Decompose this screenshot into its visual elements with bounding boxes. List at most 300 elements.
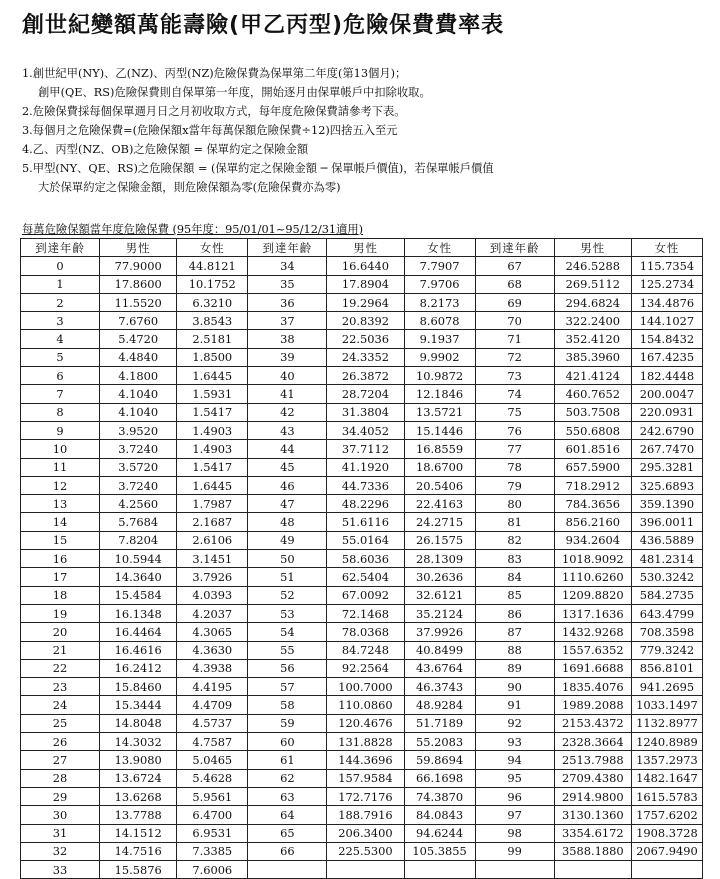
table-cell: 22: [21, 659, 100, 677]
table-cell: 856.8101: [631, 659, 702, 677]
table-cell: 12.1846: [404, 385, 475, 403]
table-cell: 6.9531: [177, 824, 248, 842]
table-cell: 42: [248, 403, 327, 421]
table-cell: 1209.8820: [554, 586, 631, 604]
table-cell: 46.3743: [404, 678, 475, 696]
notes-list: [22, 64, 494, 197]
table-cell: 77: [475, 440, 554, 458]
table-row: [21, 531, 703, 549]
table-cell: 436.5889: [631, 531, 702, 549]
table-cell: 325.6893: [631, 476, 702, 494]
table-cell: 246.5288: [554, 257, 631, 275]
table-row: [21, 330, 703, 348]
column-header: 到達年齡: [475, 239, 554, 257]
table-cell: 15.8460: [100, 678, 177, 696]
table-cell: 44: [248, 440, 327, 458]
table-cell: 28.1309: [404, 550, 475, 568]
table-cell: 77.9000: [100, 257, 177, 275]
table-cell: 16.8559: [404, 440, 475, 458]
column-header: 到達年齡: [248, 239, 327, 257]
table-cell: 34: [248, 257, 327, 275]
table-cell: 269.5112: [554, 275, 631, 293]
table-cell: 530.3242: [631, 568, 702, 586]
table-cell: 44.8121: [177, 257, 248, 275]
table-cell: 55: [248, 641, 327, 659]
table-cell: 79: [475, 476, 554, 494]
table-cell: 14.7516: [100, 842, 177, 860]
table-cell: 33: [21, 861, 100, 879]
table-cell: 95: [475, 769, 554, 787]
table-cell: 2.6106: [177, 531, 248, 549]
table-cell: 13: [21, 495, 100, 513]
table-cell: 2153.4372: [554, 714, 631, 732]
table-row: [21, 696, 703, 714]
table-cell: 2067.9490: [631, 842, 702, 860]
table-cell: 70: [475, 312, 554, 330]
table-row: [21, 714, 703, 732]
table-caption: 每萬危險保額當年度危險保費 (95年度：95/01/01~95/12/31適用): [22, 223, 364, 236]
table-header-row: [21, 239, 703, 257]
table-cell: 172.7176: [327, 787, 404, 805]
table-cell: 4.1800: [100, 367, 177, 385]
table-cell: 13.5721: [404, 403, 475, 421]
table-cell: 1.5417: [177, 403, 248, 421]
table-cell: 18: [21, 586, 100, 604]
table-cell: 1.6445: [177, 476, 248, 494]
column-header: 男性: [327, 239, 404, 257]
table-cell: 43: [248, 421, 327, 439]
rate-table: [20, 238, 703, 879]
table-cell: 68: [475, 275, 554, 293]
table-cell: [248, 861, 327, 879]
table-cell: 4.1040: [100, 385, 177, 403]
table-row: [21, 348, 703, 366]
table-cell: 28.7204: [327, 385, 404, 403]
table-cell: 718.2912: [554, 476, 631, 494]
table-cell: 941.2695: [631, 678, 702, 696]
column-header: 男性: [100, 239, 177, 257]
table-cell: 359.1390: [631, 495, 702, 513]
table-cell: 62.5404: [327, 568, 404, 586]
column-header: 男性: [554, 239, 631, 257]
table-cell: 19.2964: [327, 293, 404, 311]
table-cell: 15.5876: [100, 861, 177, 879]
table-cell: 69: [475, 293, 554, 311]
table-row: [21, 678, 703, 696]
table-cell: 3.1451: [177, 550, 248, 568]
table-cell: 91: [475, 696, 554, 714]
table-cell: 4.3630: [177, 641, 248, 659]
table-cell: 35.2124: [404, 604, 475, 622]
table-cell: 708.3598: [631, 623, 702, 641]
table-cell: 28: [21, 769, 100, 787]
table-cell: 2709.4380: [554, 769, 631, 787]
table-cell: [327, 861, 404, 879]
table-cell: 3130.1360: [554, 806, 631, 824]
note-line: 大於保單約定之保險金額，則危險保額為零(危險保費亦為零): [38, 181, 341, 194]
table-cell: 21: [21, 641, 100, 659]
table-cell: 58: [248, 696, 327, 714]
table-cell: 41: [248, 385, 327, 403]
table-cell: 3.5720: [100, 458, 177, 476]
table-cell: 86: [475, 604, 554, 622]
table-cell: 51.7189: [404, 714, 475, 732]
table-cell: 1615.5783: [631, 787, 702, 805]
note-line: 2.危險保費採每個保單週月日之月初收取方式，每年度危險保費請參考下表。: [22, 105, 406, 118]
table-cell: 182.4448: [631, 367, 702, 385]
table-cell: 0: [21, 257, 100, 275]
table-cell: 460.7652: [554, 385, 631, 403]
table-cell: 78: [475, 458, 554, 476]
table-cell: 59.8694: [404, 751, 475, 769]
table-cell: 1018.9092: [554, 550, 631, 568]
table-row: [21, 385, 703, 403]
table-cell: 16.4464: [100, 623, 177, 641]
table-cell: 15.3444: [100, 696, 177, 714]
table-cell: 73: [475, 367, 554, 385]
table-cell: 550.6808: [554, 421, 631, 439]
table-cell: 3.9520: [100, 421, 177, 439]
table-cell: 7.9706: [404, 275, 475, 293]
table-cell: 7.7907: [404, 257, 475, 275]
table-cell: 84: [475, 568, 554, 586]
table-cell: 41.1920: [327, 458, 404, 476]
table-cell: 31.3804: [327, 403, 404, 421]
note-line: 3.每個月之危險保費=(危險保額x當年每萬保額危險保費÷12)四捨五入至元: [22, 124, 398, 137]
table-cell: 6: [21, 367, 100, 385]
table-cell: 62: [248, 769, 327, 787]
table-cell: 267.7470: [631, 440, 702, 458]
table-cell: 1: [21, 275, 100, 293]
table-cell: 110.0860: [327, 696, 404, 714]
table-cell: 4.7587: [177, 733, 248, 751]
table-cell: 9.9902: [404, 348, 475, 366]
table-cell: 4: [21, 330, 100, 348]
table-cell: 1033.1497: [631, 696, 702, 714]
table-row: [21, 275, 703, 293]
table-cell: 20.5406: [404, 476, 475, 494]
table-cell: 23: [21, 678, 100, 696]
table-cell: 5.0465: [177, 751, 248, 769]
table-cell: 92.2564: [327, 659, 404, 677]
table-cell: 14.1512: [100, 824, 177, 842]
table-cell: 67.0092: [327, 586, 404, 604]
table-row: [21, 476, 703, 494]
table-cell: 1.4903: [177, 421, 248, 439]
table-cell: 16.2412: [100, 659, 177, 677]
table-row: [21, 440, 703, 458]
table-cell: 11.5520: [100, 293, 177, 311]
table-cell: 10.9872: [404, 367, 475, 385]
table-cell: 1132.8977: [631, 714, 702, 732]
table-cell: 120.4676: [327, 714, 404, 732]
table-cell: 115.7354: [631, 257, 702, 275]
table-cell: 40.8499: [404, 641, 475, 659]
table-cell: 84.7248: [327, 641, 404, 659]
table-cell: 72.1468: [327, 604, 404, 622]
column-header: 到達年齡: [21, 239, 100, 257]
table-cell: 2914.9800: [554, 787, 631, 805]
table-cell: 60: [248, 733, 327, 751]
table-cell: 9.1937: [404, 330, 475, 348]
table-cell: 322.2400: [554, 312, 631, 330]
table-row: [21, 293, 703, 311]
table-cell: 294.6824: [554, 293, 631, 311]
table-cell: 96: [475, 787, 554, 805]
table-cell: 3588.1880: [554, 842, 631, 860]
table-cell: 856.2160: [554, 513, 631, 531]
table-cell: 58.6036: [327, 550, 404, 568]
table-cell: [631, 861, 702, 879]
table-cell: 220.0931: [631, 403, 702, 421]
table-cell: 32: [21, 842, 100, 860]
table-cell: 4.4195: [177, 678, 248, 696]
table-cell: 14.3032: [100, 733, 177, 751]
table-row: [21, 824, 703, 842]
table-cell: 15.1446: [404, 421, 475, 439]
table-cell: 64: [248, 806, 327, 824]
table-cell: 97: [475, 806, 554, 824]
table-cell: 2328.3664: [554, 733, 631, 751]
table-cell: 52: [248, 586, 327, 604]
table-cell: 1908.3728: [631, 824, 702, 842]
table-cell: 71: [475, 330, 554, 348]
table-cell: 144.1027: [631, 312, 702, 330]
table-cell: 1.8500: [177, 348, 248, 366]
table-cell: 206.3400: [327, 824, 404, 842]
table-cell: 16.6440: [327, 257, 404, 275]
table-cell: 88: [475, 641, 554, 659]
table-cell: 61: [248, 751, 327, 769]
table-cell: 11: [21, 458, 100, 476]
table-cell: 47: [248, 495, 327, 513]
table-cell: 24.3352: [327, 348, 404, 366]
table-cell: 10.5944: [100, 550, 177, 568]
table-cell: 44.7336: [327, 476, 404, 494]
table-cell: 784.3656: [554, 495, 631, 513]
note-line: 5.甲型(NY、QE、RS)之危險保額 = (保單約定之保險金額 ─ 保單帳戶價值)，若保單帳戶價值: [22, 162, 494, 175]
table-cell: 4.2037: [177, 604, 248, 622]
table-cell: 20: [21, 623, 100, 641]
table-cell: 57: [248, 678, 327, 696]
table-cell: 13.6268: [100, 787, 177, 805]
table-cell: 83: [475, 550, 554, 568]
table-cell: 601.8516: [554, 440, 631, 458]
table-row: [21, 604, 703, 622]
table-cell: 55.2083: [404, 733, 475, 751]
table-cell: 1557.6352: [554, 641, 631, 659]
table-cell: 5: [21, 348, 100, 366]
table-cell: 82: [475, 531, 554, 549]
table-cell: 352.4120: [554, 330, 631, 348]
table-row: [21, 458, 703, 476]
table-cell: 154.8432: [631, 330, 702, 348]
table-cell: 188.7916: [327, 806, 404, 824]
table-cell: 14.8048: [100, 714, 177, 732]
note-line: 4.乙、丙型(NZ、OB)之危險保額 = 保單約定之保險金額: [22, 143, 309, 156]
table-cell: 14: [21, 513, 100, 531]
table-cell: 54: [248, 623, 327, 641]
table-cell: 1.6445: [177, 367, 248, 385]
table-row: [21, 769, 703, 787]
table-cell: 1482.1647: [631, 769, 702, 787]
table-cell: 29: [21, 787, 100, 805]
table-cell: 8.6078: [404, 312, 475, 330]
table-cell: 35: [248, 275, 327, 293]
table-cell: 7.3385: [177, 842, 248, 860]
table-cell: 7.6760: [100, 312, 177, 330]
table-cell: 98: [475, 824, 554, 842]
table-cell: 13.9080: [100, 751, 177, 769]
table-row: [21, 312, 703, 330]
table-cell: 3.7926: [177, 568, 248, 586]
table-cell: 4.5737: [177, 714, 248, 732]
table-cell: 125.2734: [631, 275, 702, 293]
table-cell: 2.1687: [177, 513, 248, 531]
table-cell: 934.2604: [554, 531, 631, 549]
table-cell: 5.4628: [177, 769, 248, 787]
note-line: 1.創世紀甲(NY)、乙(NZ)、丙型(NZ)危險保費為保單第二年度(第13個月)；: [22, 67, 407, 80]
table-cell: 81: [475, 513, 554, 531]
table-cell: 3354.6172: [554, 824, 631, 842]
table-cell: 26: [21, 733, 100, 751]
table-cell: 1432.9268: [554, 623, 631, 641]
table-cell: 200.0047: [631, 385, 702, 403]
table-cell: 48.2296: [327, 495, 404, 513]
table-cell: 92: [475, 714, 554, 732]
table-cell: 90: [475, 678, 554, 696]
table-cell: 4.3938: [177, 659, 248, 677]
table-cell: 7: [21, 385, 100, 403]
column-header: 女性: [404, 239, 475, 257]
table-cell: 39: [248, 348, 327, 366]
table-cell: 48.9284: [404, 696, 475, 714]
table-cell: 3.8543: [177, 312, 248, 330]
table-cell: 3.7240: [100, 440, 177, 458]
table-cell: 144.3696: [327, 751, 404, 769]
table-cell: 295.3281: [631, 458, 702, 476]
table-cell: 99: [475, 842, 554, 860]
table-row: [21, 861, 703, 879]
table-cell: 94: [475, 751, 554, 769]
table-cell: 80: [475, 495, 554, 513]
table-row: [21, 367, 703, 385]
table-cell: 16.1348: [100, 604, 177, 622]
page-title: 創世紀變額萬能壽險(甲乙丙型)危險保費費率表: [22, 13, 505, 38]
table-cell: 16: [21, 550, 100, 568]
table-cell: 5.4720: [100, 330, 177, 348]
table-cell: 1357.2973: [631, 751, 702, 769]
table-cell: 1691.6688: [554, 659, 631, 677]
column-header: 女性: [177, 239, 248, 257]
table-cell: 1240.8989: [631, 733, 702, 751]
table-cell: 1.7987: [177, 495, 248, 513]
table-cell: 25: [21, 714, 100, 732]
table-cell: [554, 861, 631, 879]
table-row: [21, 421, 703, 439]
table-cell: 4.1040: [100, 403, 177, 421]
table-cell: 27: [21, 751, 100, 769]
table-cell: 37: [248, 312, 327, 330]
table-row: [21, 641, 703, 659]
table-cell: 59: [248, 714, 327, 732]
table-cell: 30.2636: [404, 568, 475, 586]
table-cell: 72: [475, 348, 554, 366]
table-row: [21, 403, 703, 421]
table-cell: 45: [248, 458, 327, 476]
table-cell: 134.4876: [631, 293, 702, 311]
table-cell: 5.9561: [177, 787, 248, 805]
table-cell: 22.4163: [404, 495, 475, 513]
table-cell: 100.7000: [327, 678, 404, 696]
table-cell: 779.3242: [631, 641, 702, 659]
table-row: [21, 257, 703, 275]
table-cell: 2: [21, 293, 100, 311]
table-cell: 1317.1636: [554, 604, 631, 622]
table-row: [21, 550, 703, 568]
table-row: [21, 733, 703, 751]
table-cell: 8.2173: [404, 293, 475, 311]
table-cell: 66: [248, 842, 327, 860]
table-cell: 67: [475, 257, 554, 275]
table-cell: 7.6006: [177, 861, 248, 879]
table-cell: 8: [21, 403, 100, 421]
table-cell: 225.5300: [327, 842, 404, 860]
table-cell: 242.6790: [631, 421, 702, 439]
table-cell: 10: [21, 440, 100, 458]
table-cell: 4.2560: [100, 495, 177, 513]
table-cell: 12: [21, 476, 100, 494]
table-cell: 1110.6260: [554, 568, 631, 586]
table-row: [21, 623, 703, 641]
table-cell: 78.0368: [327, 623, 404, 641]
table-cell: 55.0164: [327, 531, 404, 549]
table-cell: 26.3872: [327, 367, 404, 385]
table-cell: 1835.4076: [554, 678, 631, 696]
table-cell: 24: [21, 696, 100, 714]
table-row: [21, 568, 703, 586]
table-cell: 49: [248, 531, 327, 549]
table-cell: 13.7788: [100, 806, 177, 824]
table-cell: 17.8904: [327, 275, 404, 293]
table-cell: 32.6121: [404, 586, 475, 604]
table-cell: 157.9584: [327, 769, 404, 787]
table-cell: 93: [475, 733, 554, 751]
table-cell: 89: [475, 659, 554, 677]
table-cell: 20.8392: [327, 312, 404, 330]
table-cell: 167.4235: [631, 348, 702, 366]
table-cell: 75: [475, 403, 554, 421]
table-cell: 18.6700: [404, 458, 475, 476]
table-cell: 24.2715: [404, 513, 475, 531]
table-cell: 14.3640: [100, 568, 177, 586]
table-cell: 396.0011: [631, 513, 702, 531]
table-cell: 37.7112: [327, 440, 404, 458]
table-cell: 4.0393: [177, 586, 248, 604]
table-cell: 15: [21, 531, 100, 549]
table-cell: 4.4840: [100, 348, 177, 366]
table-row: [21, 806, 703, 824]
table-cell: 657.5900: [554, 458, 631, 476]
table-row: [21, 659, 703, 677]
table-cell: 87: [475, 623, 554, 641]
table-cell: 13.6724: [100, 769, 177, 787]
column-header: 女性: [631, 239, 702, 257]
table-cell: 6.4700: [177, 806, 248, 824]
table-cell: 9: [21, 421, 100, 439]
table-cell: 46: [248, 476, 327, 494]
table-cell: 4.4709: [177, 696, 248, 714]
